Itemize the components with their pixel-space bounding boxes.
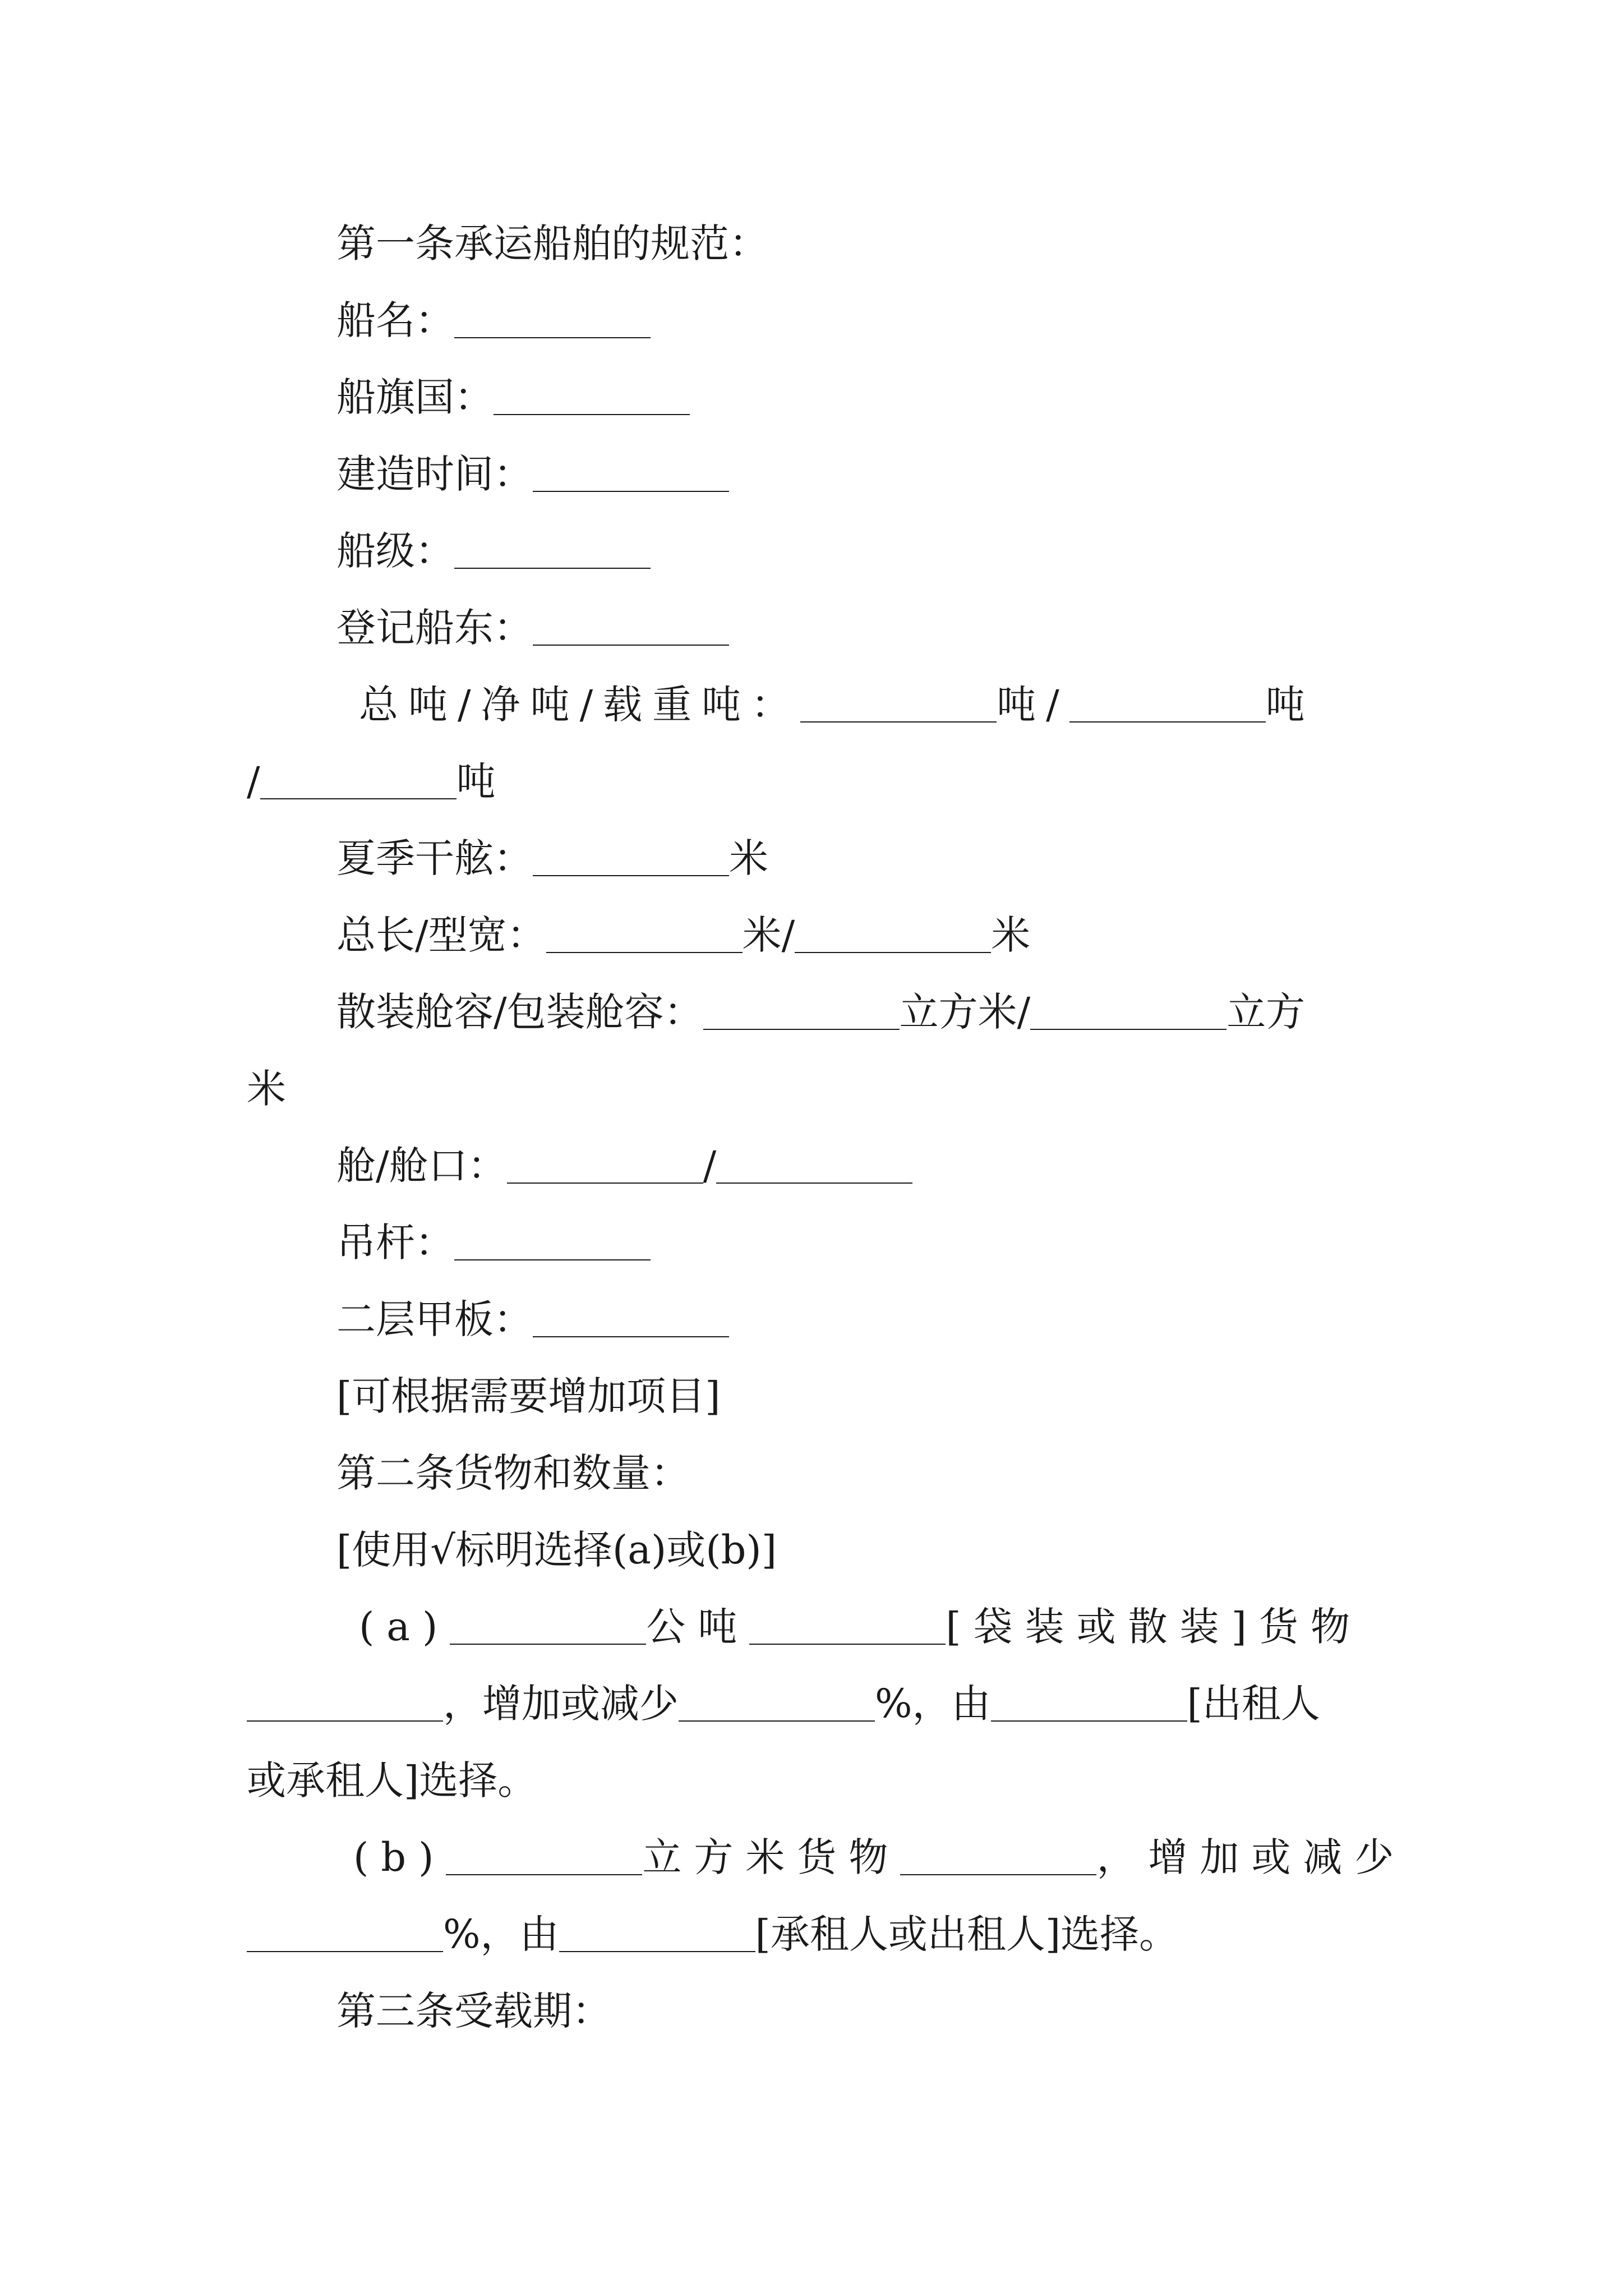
blank-line[interactable] bbox=[446, 1835, 642, 1875]
field-capacity: 散装舱容/包装舱容： 立方米/ 立方 bbox=[336, 989, 1306, 1035]
blank-line[interactable] bbox=[800, 682, 997, 723]
option-a-line-2: ，增加或减少 %，由 [出租人 bbox=[247, 1665, 1320, 1742]
field-length-width: 总长/型宽： 米/ 米 bbox=[336, 912, 1031, 958]
blank-line[interactable] bbox=[454, 298, 651, 338]
blank-line[interactable] bbox=[546, 913, 743, 953]
field-draft: 夏季干舷： 米 bbox=[336, 835, 768, 881]
blank-line[interactable] bbox=[533, 605, 729, 646]
field-class: 船级： bbox=[336, 513, 651, 590]
blank-line[interactable] bbox=[716, 1143, 912, 1184]
field-capacity-cont: 米 bbox=[247, 1066, 286, 1112]
field-ship-name: 船名： bbox=[336, 282, 651, 359]
field-flag: 船旗国： bbox=[336, 359, 690, 436]
blank-line[interactable] bbox=[1069, 682, 1266, 723]
blank-line[interactable] bbox=[247, 1912, 443, 1952]
blank-line[interactable] bbox=[559, 1912, 755, 1952]
blank-line[interactable] bbox=[507, 1143, 703, 1184]
blank-line[interactable] bbox=[260, 759, 457, 799]
blank-line[interactable] bbox=[533, 836, 729, 876]
option-b-line-2: %，由 [承租人或出租人]选择。 bbox=[247, 1896, 1178, 1973]
field-tonnage: 总吨/净吨/载重吨： 吨/ 吨 bbox=[359, 682, 1315, 728]
blank-line[interactable] bbox=[679, 1681, 875, 1722]
field-built: 建造时间： bbox=[336, 436, 729, 513]
blank-line[interactable] bbox=[1030, 990, 1227, 1030]
blank-line[interactable] bbox=[991, 1681, 1187, 1722]
article-3-title: 第三条受载期： bbox=[336, 1988, 611, 2034]
blank-line[interactable] bbox=[795, 913, 991, 953]
article-2-title: 第二条货物和数量： bbox=[336, 1450, 690, 1496]
field-owner: 登记船东： bbox=[336, 590, 729, 666]
field-hold: 舱/舱口： / bbox=[336, 1128, 912, 1204]
blank-line[interactable] bbox=[533, 1297, 729, 1337]
blank-line[interactable] bbox=[900, 1835, 1096, 1875]
article-1-title: 第一条承运船舶的规范： bbox=[336, 220, 768, 266]
blank-line[interactable] bbox=[454, 1220, 651, 1260]
blank-line[interactable] bbox=[247, 1681, 443, 1722]
field-tonnage-cont: / 吨 bbox=[247, 758, 496, 804]
blank-line[interactable] bbox=[454, 528, 651, 569]
note-choose: [使用√标明选择(a)或(b)] bbox=[336, 1527, 777, 1573]
option-a-line-3: 或承租人]选择。 bbox=[247, 1757, 537, 1803]
blank-line[interactable] bbox=[533, 452, 729, 492]
field-tween-deck: 二层甲板： bbox=[336, 1281, 729, 1358]
field-derrick: 吊杆： bbox=[336, 1204, 651, 1281]
blank-line[interactable] bbox=[450, 1604, 646, 1645]
note-add-items: [可根据需要增加项目] bbox=[336, 1373, 721, 1419]
option-a-line-1: (a) 公吨 [袋装或散装]货物 bbox=[359, 1604, 1362, 1650]
blank-line[interactable] bbox=[703, 990, 900, 1030]
blank-line[interactable] bbox=[494, 375, 690, 415]
blank-line[interactable] bbox=[749, 1604, 946, 1645]
option-b-line-1: (b) 立方米货物 ，增加或减少 bbox=[353, 1834, 1407, 1880]
